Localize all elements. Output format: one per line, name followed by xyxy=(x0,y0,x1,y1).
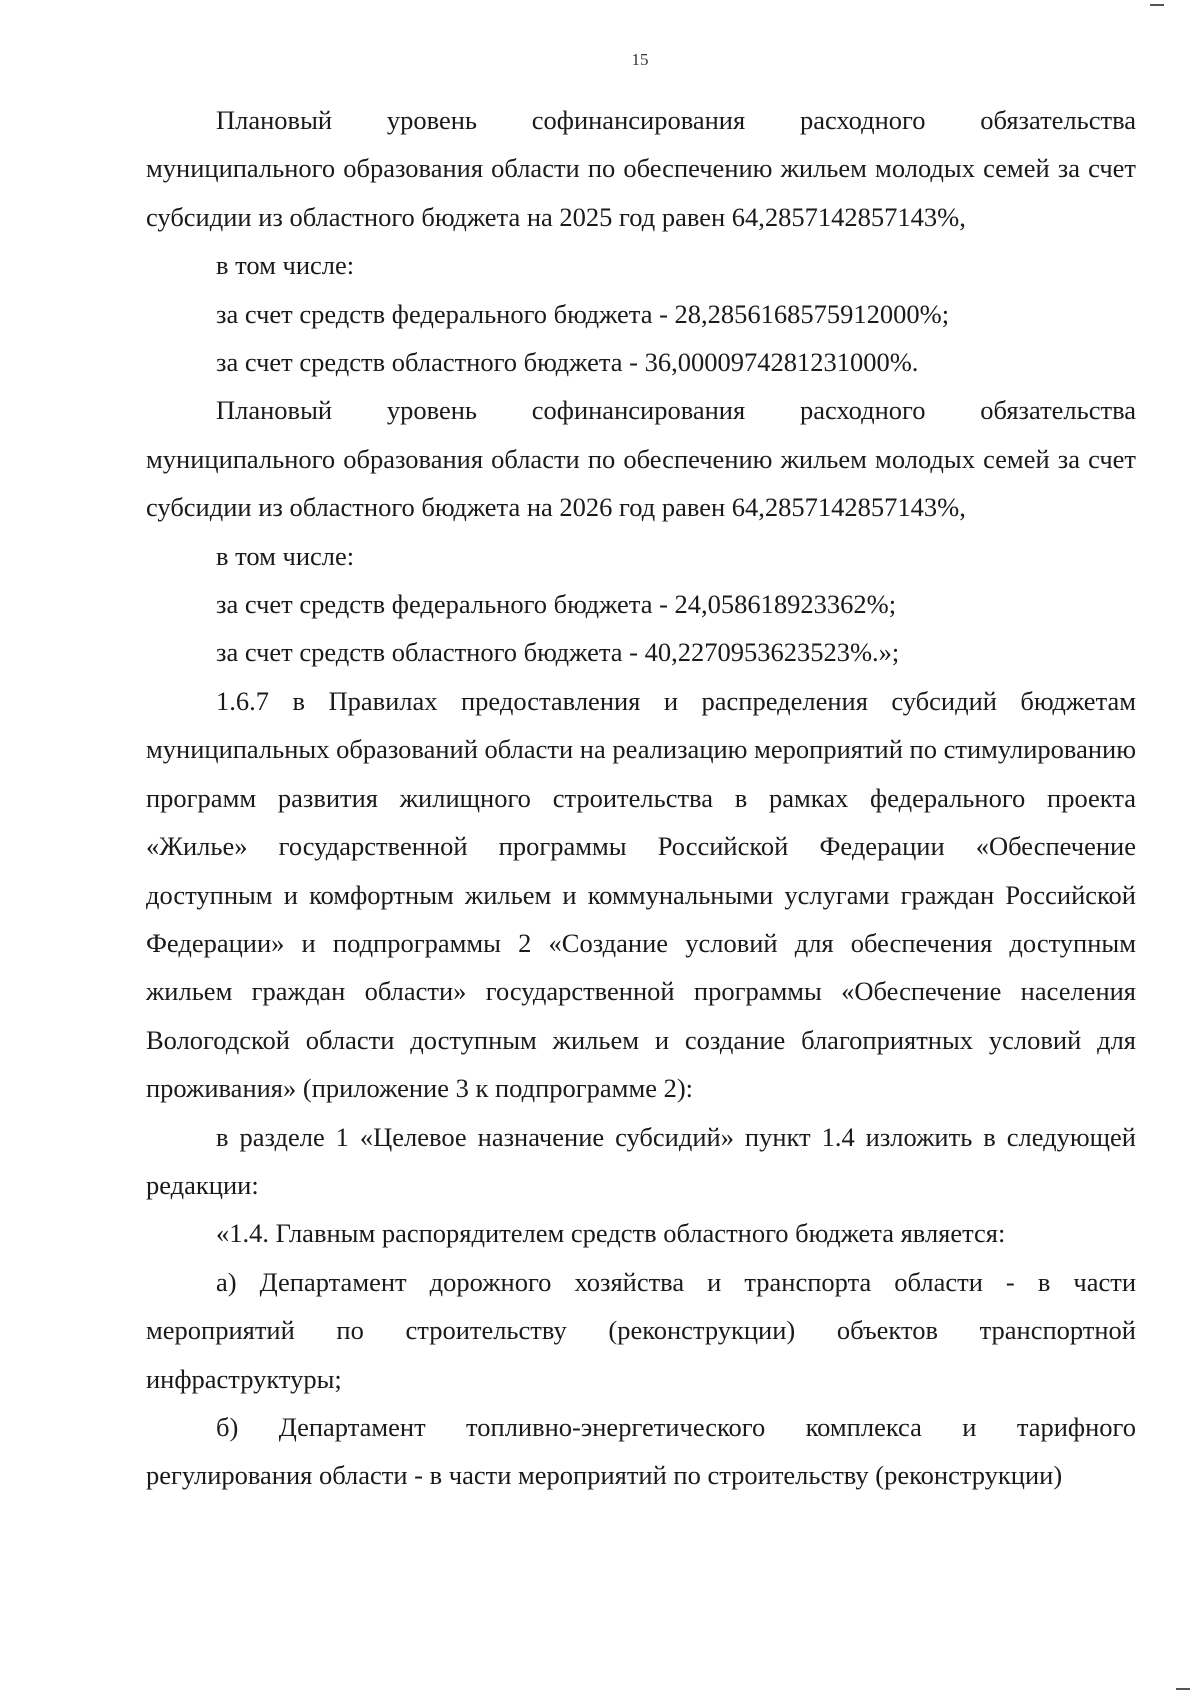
line-regional-budget-2025: за счет средств областного бюджета - 36,0000974281231000%. xyxy=(216,347,919,378)
scan-mark-bottom-right xyxy=(1176,1688,1190,1690)
document-body xyxy=(146,96,1136,1500)
paragraph-cofinancing-2026: Плановый уровень софинансирования расходного обязательства муниципального образования области по обеспечению жильем молодых семей за счет субсидии из областного бюджета на 2026 год равен 64,2857142857143%, xyxy=(146,395,1136,523)
paragraph-section-1: в разделе 1 «Целевое назначение субсидий» пункт 1.4 изложить в следующей редакции: xyxy=(146,1121,1136,1200)
line-federal-budget-2026: за счет средств федерального бюджета - 24,058618923362%; xyxy=(216,589,897,620)
paragraph-item-b: б) Департамент топливно-энергетического комплекса и тарифного регулирования области - в части мероприятий по строительству (реконструкции) xyxy=(146,1411,1136,1491)
page-number: 15 xyxy=(631,50,649,69)
paragraph-item-a: а) Департамент дорожного хозяйства и транспорта области - в части мероприятий по строительству (реконструкции) объектов транспортной инфраструктуры; xyxy=(146,1266,1136,1394)
line-clause-1-4: «1.4. Главным распорядителем средств областного бюджета является: xyxy=(216,1218,1006,1249)
scan-mark-top-right xyxy=(1150,4,1164,6)
line-federal-budget-2025: за счет средств федерального бюджета - 28,2856168575912000%; xyxy=(216,298,950,329)
paragraph-1-6-7: 1.6.7 в Правилах предоставления и распределения субсидий бюджетам муниципальных образований области на реализацию мероприятий по стимулированию программ развития жилищного строительства в рамках федерального проекта «Жилье» государственной программы Российской Федерации «Обеспечение доступным и комфортным жильем и коммунальными услугами граждан Российской Федерации» и подпрограммы 2 «Создание условий для обеспечения доступным жильем граждан области» государственной программы «Обеспечение населения Вологодской области доступным жильем и создание благоприятных условий для проживания» (приложение 3 к подпрограмме 2): xyxy=(146,685,1136,1104)
paragraph-cofinancing-2025: Плановый уровень софинансирования расходного обязательства муниципального образования области по обеспечению жильем молодых семей за счет субсидии из областного бюджета на 2025 год равен 64,2857142857143%, xyxy=(146,105,1136,232)
line-regional-budget-2026: за счет средств областного бюджета - 40,2270953623523%.»; xyxy=(216,637,900,668)
line-including-2026: в том числе: xyxy=(216,540,355,571)
line-including-2025: в том числе: xyxy=(216,250,355,281)
